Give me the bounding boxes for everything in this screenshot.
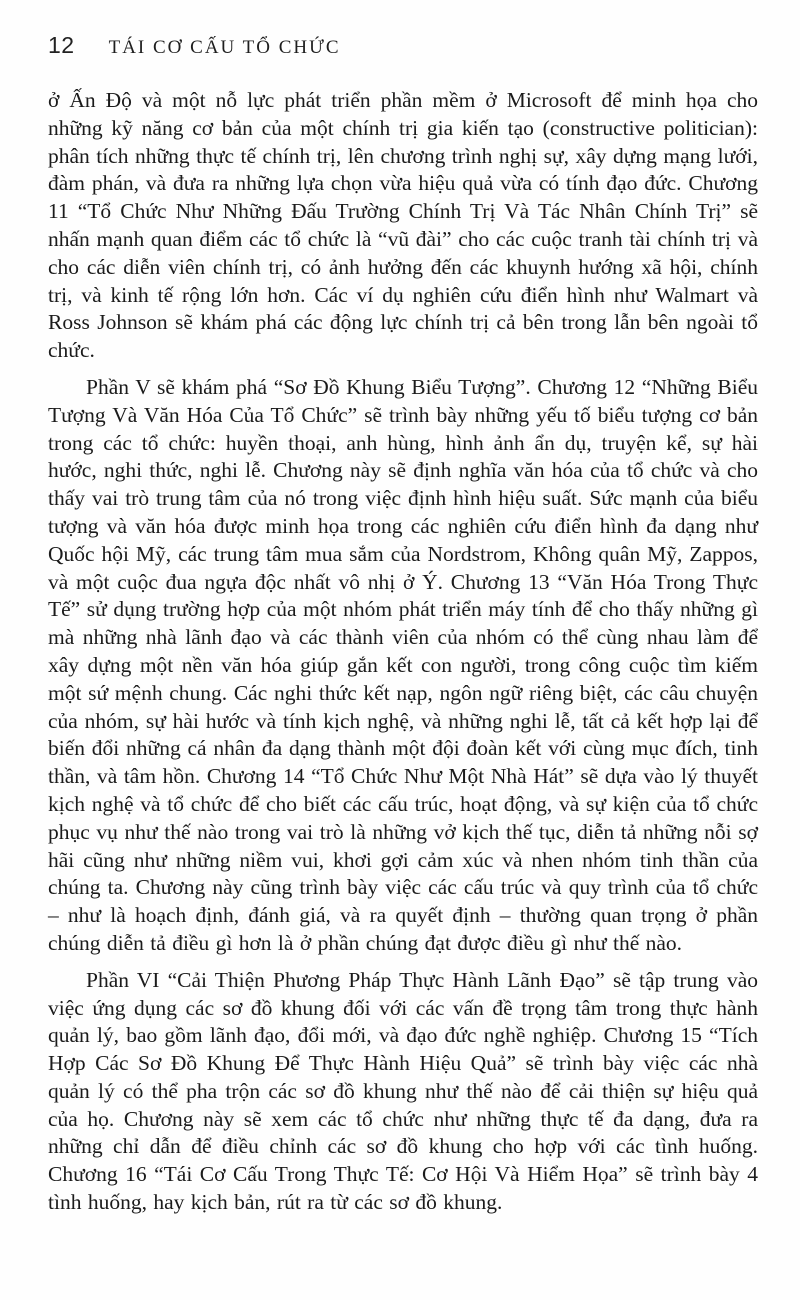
- page-body: [48, 87, 758, 1217]
- running-title: TÁI CƠ CẤU TỔ CHỨC: [108, 37, 341, 58]
- paragraph-2: Phần V sẽ khám phá “Sơ Đồ Khung Biểu Tượng”. Chương 12 “Những Biểu Tượng Và Văn Hóa Của Tổ Chức” sẽ trình bày những yếu tố biểu tượng cơ bản trong các tổ chức: huyền thoại, anh hùng, hình ảnh ẩn dụ, truyện kể, sự hài hước, nghi thức, nghi lễ. Chương này sẽ định nghĩa văn hóa của tổ chức và cho thấy vai trò trung tâm của nó trong việc định hình hiệu suất. Sức mạnh của biểu tượng và văn hóa được minh họa trong các nghiên cứu điển hình đa dạng như Quốc hội Mỹ, các trung tâm mua sắm của Nordstrom, Không quân Mỹ, Zappos, và một cuộc đua ngựa độc nhất vô nhị ở Ý. Chương 13 “Văn Hóa Trong Thực Tế” sử dụng trường hợp của một nhóm phát triển máy tính để cho thấy những gì mà những nhà lãnh đạo và các thành viên của nhóm có thể cùng nhau làm để xây dựng một nền văn hóa giúp gắn kết con người, trong công cuộc tìm kiếm một sứ mệnh chung. Các nghi thức kết nạp, ngôn ngữ riêng biệt, các câu chuyện của nhóm, sự hài hước và tính kịch nghệ, và những nghi lễ, tất cả kết hợp lại để biến đổi những cá nhân đa dạng thành một đội đoàn kết với cùng mục đích, tinh thần, và tâm hồn. Chương 14 “Tổ Chức Như Một Nhà Hát” sẽ dựa vào lý thuyết kịch nghệ và tổ chức để cho biết các cấu trúc, hoạt động, và sự kiện của tổ chức phục vụ như thế nào trong vai trò là những vở kịch thế tục, diễn tả những nỗi sợ hãi cũng như những niềm vui, khơi gợi cảm xúc và nhen nhóm tinh thần của chúng ta. Chương này cũng trình bày việc các cấu trúc và quy trình của tổ chức – như là hoạch định, đánh giá, và ra quyết định – thường quan trọng ở phần chúng diễn tả điều gì hơn là ở phần chúng đạt được điều gì như thế nào.: [48, 374, 758, 955]
- paragraph-3: Phần VI “Cải Thiện Phương Pháp Thực Hành Lãnh Đạo” sẽ tập trung vào việc ứng dụng các sơ đồ khung đối với các vấn đề trọng tâm trong thực hành quản lý, bao gồm lãnh đạo, đổi mới, và đạo đức nghề nghiệp. Chương 15 “Tích Hợp Các Sơ Đồ Khung Để Thực Hành Hiệu Quả” sẽ trình bày việc các nhà quản lý có thể pha trộn các sơ đồ khung như thế nào để cải thiện sự hiệu quả của họ. Chương này sẽ xem các tổ chức như những thực tế đa dạng, đưa ra những chỉ dẫn để điều chỉnh các sơ đồ khung cho hợp với các tình huống. Chương 16 “Tái Cơ Cấu Trong Thực Tế: Cơ Hội Và Hiểm Họa” sẽ trình bày 4 tình huống, hay kịch bản, rút ra từ các sơ đồ khung.: [48, 967, 758, 1215]
- page-number: 12: [48, 32, 75, 58]
- page-header: [48, 32, 758, 59]
- paragraph-1: ở Ấn Độ và một nỗ lực phát triển phần mềm ở Microsoft để minh họa cho những kỹ năng cơ bản của một chính trị gia kiến tạo (constructive politician): phân tích những thực tế chính trị, lên chương trình nghị sự, xây dựng mạng lưới, đàm phán, và đưa ra những lựa chọn vừa hiệu quả vừa có tính đạo đức. Chương 11 “Tổ Chức Như Những Đấu Trường Chính Trị Và Tác Nhân Chính Trị” sẽ nhấn mạnh quan điểm các tổ chức là “vũ đài” cho các cuộc tranh tài chính trị và cho các diễn viên chính trị, có ảnh hưởng đến các khuynh hướng xã hội, chính trị, và kinh tế rộng lớn hơn. Các ví dụ nghiên cứu điển hình như Walmart và Ross Johnson sẽ khám phá các động lực chính trị cả bên trong lẫn bên ngoài tổ chức.: [48, 88, 758, 363]
